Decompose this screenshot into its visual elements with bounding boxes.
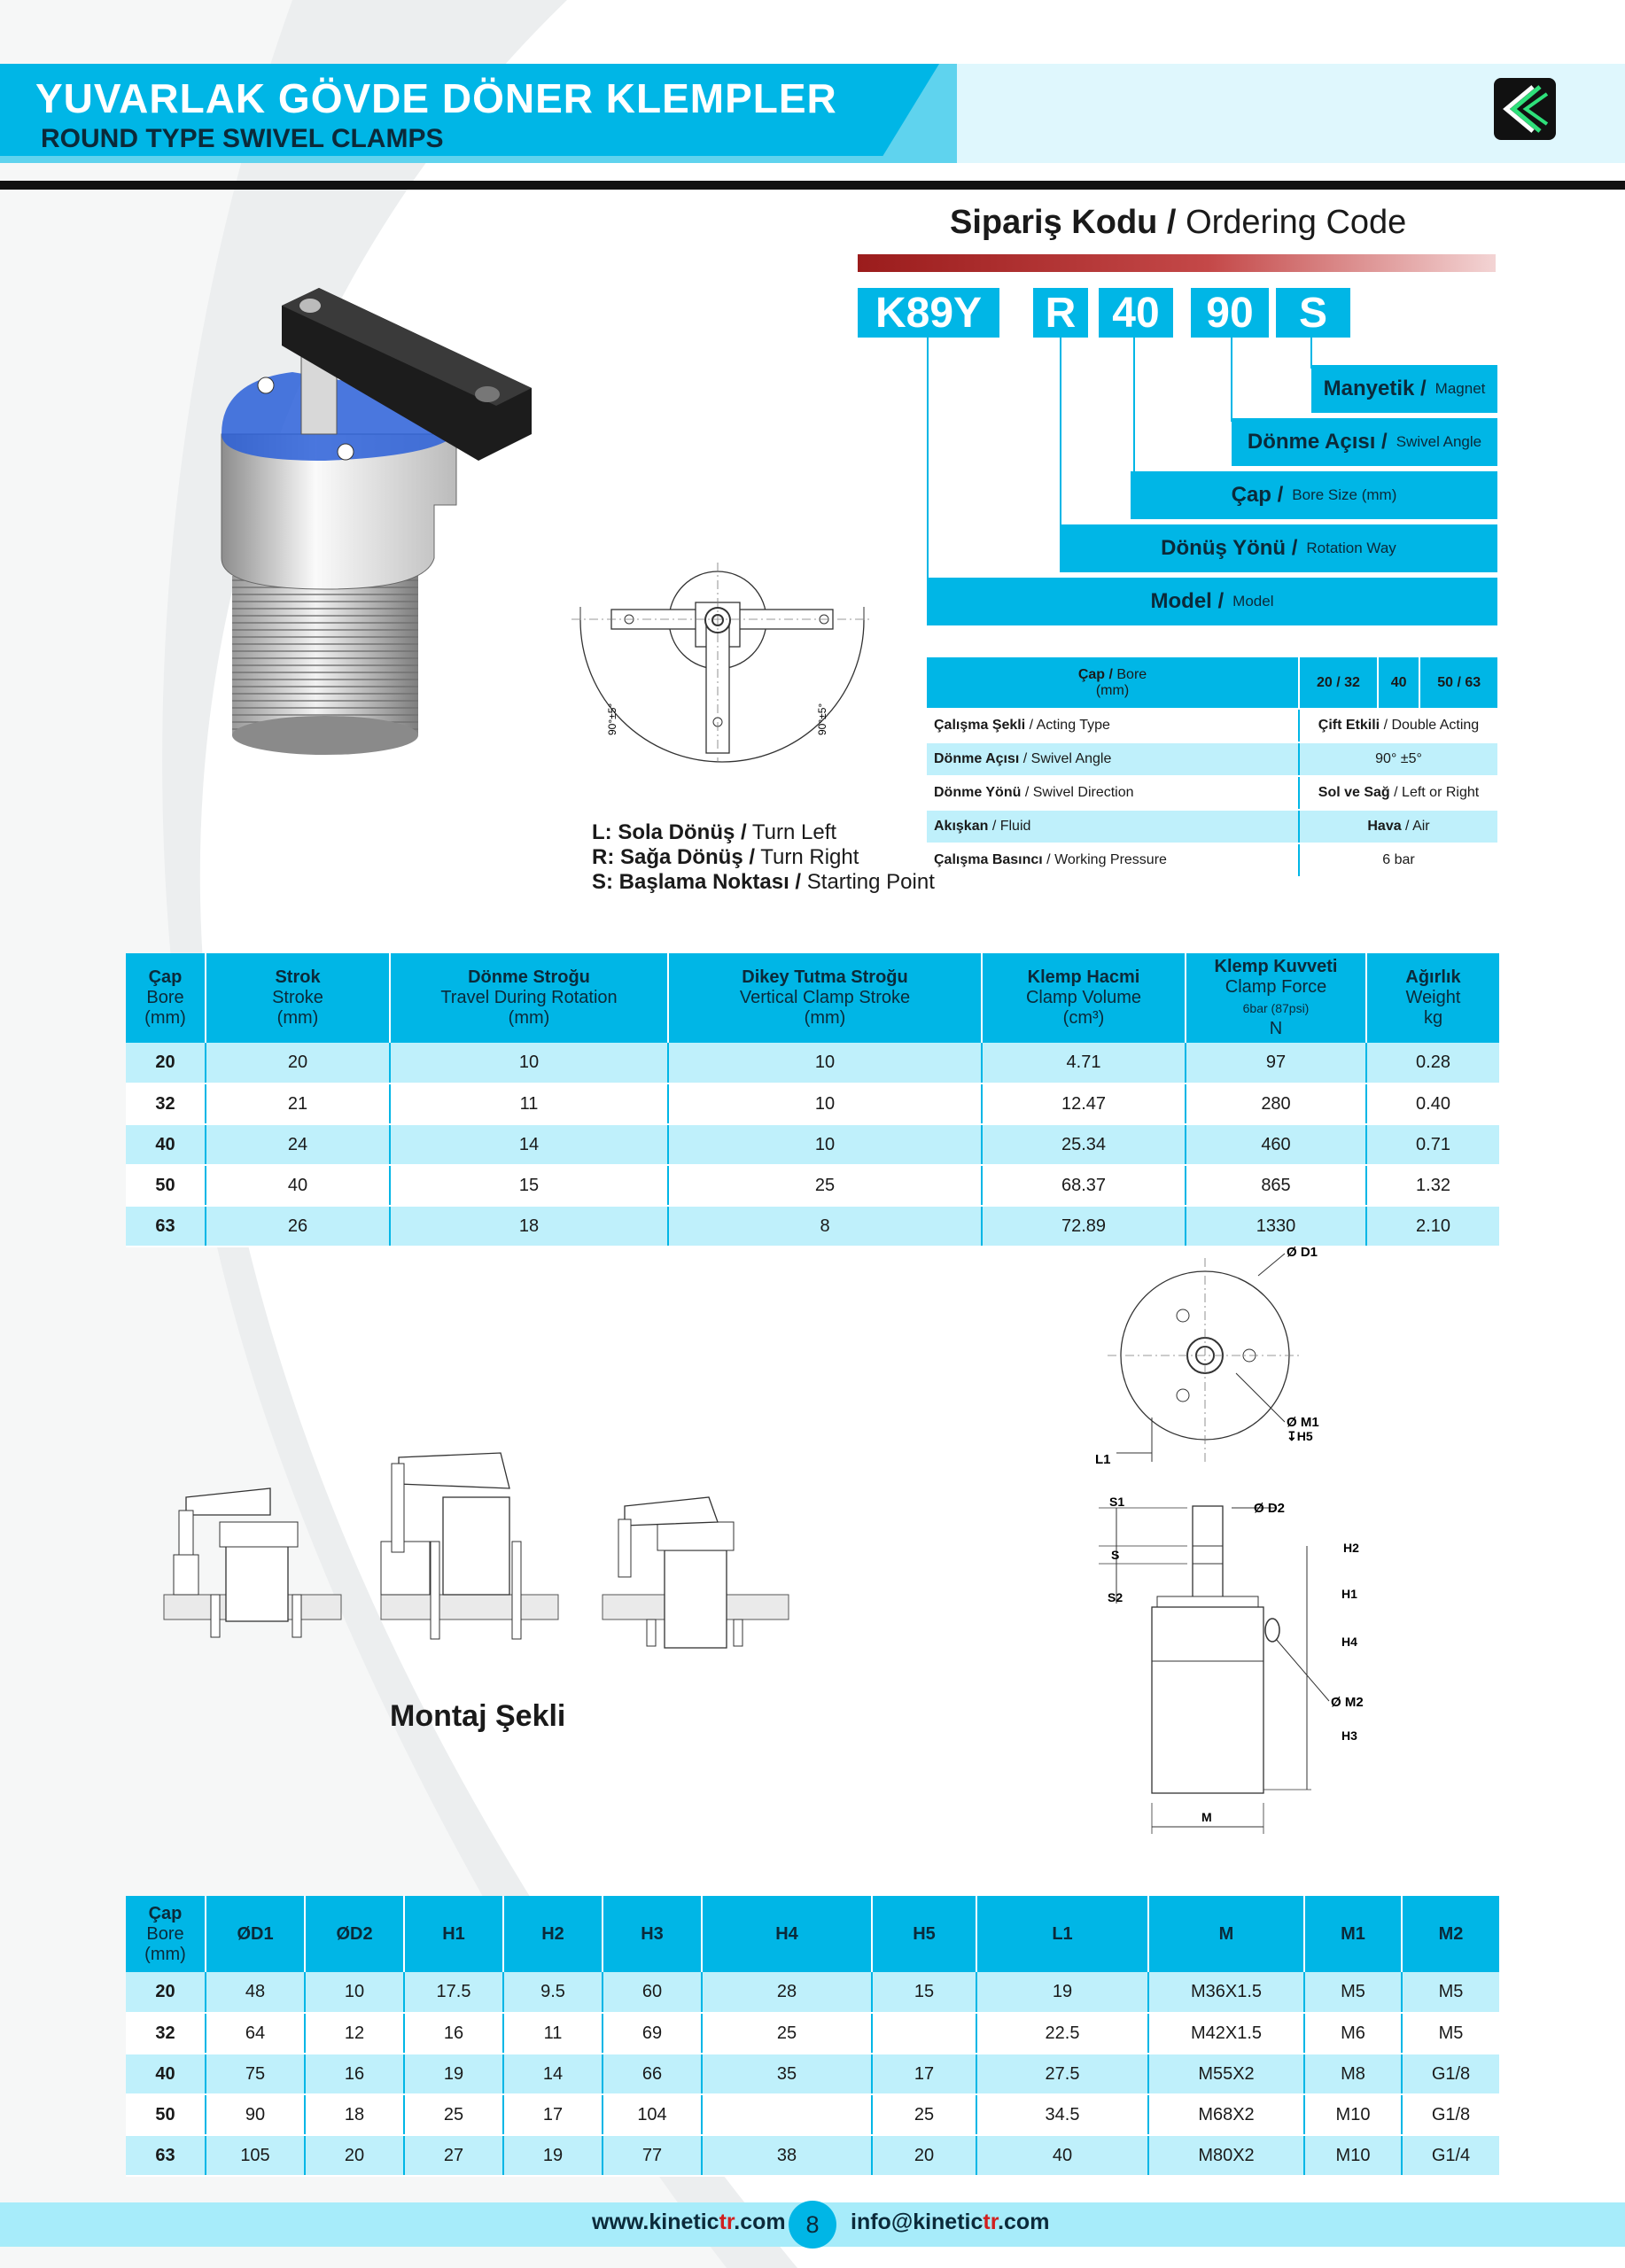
dim-h5-label: ↧H5 (1287, 1429, 1313, 1443)
top-view-dimension-drawing (1081, 1245, 1382, 1471)
chevron-logo-icon (1494, 78, 1556, 140)
th-m: M (1148, 1896, 1304, 1972)
mounting-example-3 (603, 1497, 789, 1648)
dim-s2-label: S2 (1108, 1590, 1124, 1604)
page-title-en: ROUND TYPE SWIVEL CLAMPS (41, 124, 444, 153)
dim-s-label: S (1111, 1548, 1120, 1562)
dim-h4-label: H4 (1341, 1635, 1357, 1649)
swivel-angle-diagram (571, 554, 873, 766)
table-row: 40 24 14 10 25.34 460 0.71 (126, 1124, 1499, 1165)
dim-h1-label: H1 (1341, 1587, 1357, 1601)
code-bore: 40 (1099, 288, 1173, 338)
table-row: 63 105 20 27 19 77 38 20 40 M80X2 M10 G1/4 (126, 2135, 1499, 2176)
ordering-code-title-tr: Sipariş Kodu (950, 204, 1158, 241)
table-row: 40 75 16 19 14 66 35 17 27.5 M55X2 M8 G1/8 (126, 2054, 1499, 2094)
page-number: 8 (789, 2201, 836, 2249)
angle-right-label: 90°±5° (816, 703, 828, 735)
dim-m-label: M (1201, 1810, 1212, 1824)
th-l1: L1 (976, 1896, 1148, 1972)
th-h5: H5 (872, 1896, 976, 1972)
th-d1: ØD1 (206, 1896, 305, 1972)
swivel-clamp-product-image (213, 284, 549, 780)
th-h1: H1 (404, 1896, 503, 1972)
th-clamp-volume: Klemp Hacmi Clamp Volume (cm³) (982, 953, 1186, 1043)
th-h3: H3 (603, 1896, 702, 1972)
dim-d2-label: Ø D2 (1254, 1501, 1286, 1516)
dim-m1-label: Ø M1 (1287, 1415, 1319, 1430)
turn-legend (592, 820, 935, 895)
table-row: 20 20 10 10 4.71 97 0.28 (126, 1043, 1499, 1084)
mounting-illustrations (159, 1444, 797, 1674)
spec-row-working-pressure: Çalışma Basıncı / Working Pressure 6 bar (927, 843, 1497, 877)
legend-magnet: Manyetik / Magnet (1311, 365, 1497, 413)
th-h4: H4 (702, 1896, 872, 1972)
dim-h2-label: H2 (1343, 1541, 1359, 1555)
table-row: 32 21 11 10 12.47 280 0.40 (126, 1084, 1499, 1124)
th-m2: M2 (1402, 1896, 1499, 1972)
mounting-example-1 (164, 1488, 341, 1637)
mounting-title: Montaj Şekli (390, 1699, 566, 1733)
ordering-code-title-en: Ordering Code (1186, 204, 1407, 241)
spec-row-swivel-angle: Dönme Açısı / Swivel Angle 90° ±5° (927, 742, 1497, 776)
performance-header-row (126, 953, 1499, 1043)
legend-bore-size: Çap / Bore Size (mm) (1131, 471, 1497, 519)
turn-legend-right: R: Sağa Dönüş / Turn Right (592, 845, 859, 869)
table-row: 32 64 12 16 11 69 25 22.5 M42X1.5 M6 M5 (126, 2013, 1499, 2054)
th-bore-dim: Çap Bore (mm) (126, 1896, 206, 1972)
th-travel-rotation: Dönme Stroğu Travel During Rotation (mm) (390, 953, 668, 1043)
spec-row-acting-type: Çalışma Şekli / Acting Type Çift Etkili / Double Acting (927, 709, 1497, 742)
ordering-code-title-sep: / (1157, 204, 1186, 241)
th-clamp-force: Klemp Kuvveti Clamp Force 6bar (87psi) N (1186, 953, 1366, 1043)
angle-left-label: 90°±5° (606, 703, 618, 735)
spec-header-bore: Çap / Bore (mm) (927, 657, 1299, 709)
table-row: 50 40 15 25 68.37 865 1.32 (126, 1165, 1499, 1206)
kinetic-logo (1494, 78, 1556, 140)
th-vertical-stroke: Dikey Tutma Stroğu Vertical Clamp Stroke (mm) (668, 953, 982, 1043)
ordering-code-title (950, 204, 1406, 242)
page-title-tr: YUVARLAK GÖVDE DÖNER KLEMPLER (35, 75, 837, 121)
th-weight: Ağırlık Weight kg (1366, 953, 1499, 1043)
connector-angle (1231, 338, 1232, 422)
th-stroke: Strok Stroke (mm) (206, 953, 390, 1043)
spec-header-col-1: 20 / 32 (1299, 657, 1378, 709)
legend-rotation-way: Dönüş Yönü / Rotation Way (1060, 524, 1497, 572)
turn-legend-start: S: Başlama Noktası / Starting Point (592, 870, 935, 894)
footer-website-link[interactable]: www.kinetictr.com (592, 2210, 786, 2234)
turn-legend-left: L: Sola Dönüş / Turn Left (592, 820, 837, 844)
code-magnet: S (1276, 288, 1350, 338)
table-row: 63 26 18 8 72.89 1330 2.10 (126, 1206, 1499, 1247)
th-h2: H2 (503, 1896, 603, 1972)
ordering-code-rule (858, 254, 1496, 272)
spec-row-swivel-direction: Dönme Yönü / Swivel Direction Sol ve Sağ / Left or Right (927, 776, 1497, 810)
side-view-dimension-drawing (1099, 1497, 1435, 1852)
connector-rotation (1060, 338, 1061, 528)
code-model: K89Y (858, 288, 999, 338)
legend-swivel-angle: Dönme Açısı / Swivel Angle (1232, 418, 1497, 466)
th-bore: Çap Bore (mm) (126, 953, 206, 1043)
legend-model: Model / Model (927, 578, 1497, 625)
spec-header-col-2: 40 (1378, 657, 1420, 709)
dimensions-header-row (126, 1896, 1499, 1972)
code-angle: 90 (1191, 288, 1269, 338)
th-m1: M1 (1304, 1896, 1402, 1972)
dimensions-table (126, 1896, 1499, 2177)
connector-magnet (1310, 338, 1312, 369)
footer-email-link[interactable]: info@kinetictr.com (851, 2210, 1050, 2234)
dim-h3-label: H3 (1341, 1728, 1357, 1743)
th-d2: ØD2 (305, 1896, 404, 1972)
spec-row-fluid: Akışkan / Fluid Hava / Air (927, 810, 1497, 843)
dim-l1-label: L1 (1095, 1452, 1111, 1467)
performance-table (126, 953, 1499, 1247)
spec-header-row (927, 657, 1497, 709)
code-rotation: R (1033, 288, 1088, 338)
spec-table (927, 657, 1497, 878)
header-divider (0, 181, 1625, 190)
connector-bore (1133, 338, 1135, 475)
dim-s1-label: S1 (1109, 1495, 1125, 1509)
mounting-example-2 (381, 1453, 558, 1639)
spec-header-col-3: 50 / 63 (1419, 657, 1497, 709)
dim-d1-label: Ø D1 (1287, 1245, 1318, 1260)
dim-m2-label: Ø M2 (1331, 1695, 1364, 1710)
connector-model (927, 338, 929, 581)
table-row: 50 90 18 25 17 104 25 34.5 M68X2 M10 G1/8 (126, 2094, 1499, 2135)
table-row: 20 48 10 17.5 9.5 60 28 15 19 M36X1.5 M5 M5 (126, 1972, 1499, 2013)
